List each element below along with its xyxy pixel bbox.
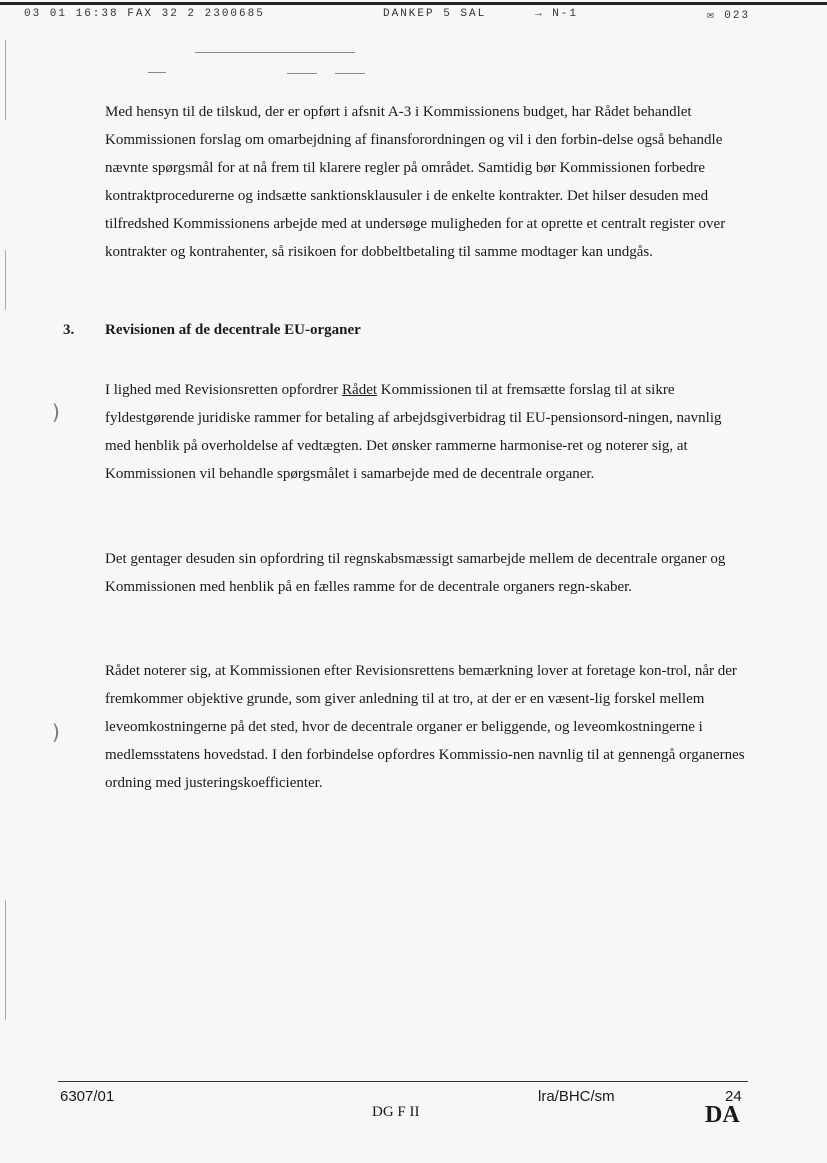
scan-artifact-line [195, 52, 355, 53]
footer-rule [58, 1081, 748, 1082]
author-initials: lra/BHC/sm [538, 1088, 615, 1105]
scan-artifact-line [335, 73, 365, 74]
section-heading [63, 322, 361, 339]
fax-destination: → N-1 [535, 8, 579, 20]
fax-page-code: ✉ 023 [707, 10, 751, 22]
paragraph-2-rest: Kommissionen til at fremsætte forslag til at sikre fyldestgørende juridiske rammer for betaling af arbejdsgiverbidrag til EU-pensionsord-ningen, navnlig med henblik på overholdelse af vedtægten. Det ønsker rammerne harmonise-ret og noterer sig, at Kommissionen vil behandle spørgsmålet i samarbejde med de decentrale organer. [105, 382, 722, 482]
underlined-word: Rådet [342, 382, 378, 398]
paragraph-2 [105, 376, 745, 488]
document-reference: 6307/01 [60, 1088, 115, 1105]
language-code: DA [705, 1102, 740, 1128]
punch-hole-mark: ) [52, 720, 60, 744]
paragraph-3: Det gentager desuden sin opfordring til regnskabsmæssigt samarbejde mellem de decentrale organer og Kommissionen med henblik på en fælles ramme for de decentrale organers regn-skaber. [105, 551, 726, 595]
section-title: Revisionen af de decentrale EU-organer [105, 322, 361, 338]
section-number: 3. [63, 322, 75, 338]
paragraph-4: Rådet noterer sig, at Kommissionen efter Revisionsrettens bemærkning lover at foretage kon-trol, når der fremkommer objektive grunde, som giver anledning til at tro, at der er en væsent-lig forskel mellem leveomkostningerne på det sted, hvor de decentrale organer er beliggende, og leveomkostningerne i medlemsstatens hovedstad. I den forbindelse opfordres Kommissio-nen navnlig til at gennengå organernes ordning med justeringskoefficienter. [105, 663, 745, 791]
scan-artifact-line [148, 72, 166, 73]
page-number: 24 [725, 1088, 742, 1105]
punch-hole-mark: ) [52, 400, 60, 424]
paragraph-1: Med hensyn til de tilskud, der er opført i afsnit A-3 i Kommissionens budget, har Rådet behandlet Kommissionen forslag om omarbejdning af finansforordningen og vil i den forbin-delse også behandle nævnte spørgsmål for at nå frem til klarere regler på området. Samtidig bør Kommissionen forbedre kontraktprocedurerne og indsætte sanktionsklausuler i de enkelte kontrakter. Det hilser desuden med tilfredshed Kommissionens arbejde med at undersøge muligheden for at oprette et centralt register over kontrakter og kontrahenter, så risikoen for dobbeltbetaling til samme modtager kan undgås. [105, 104, 726, 260]
margin-scan-line [5, 250, 6, 310]
margin-scan-line [5, 40, 6, 120]
fax-datetime: 03 01 16:38 FAX 32 2 2300685 [24, 8, 265, 20]
fax-header [0, 8, 827, 28]
directorate-label: DG F II [372, 1104, 420, 1120]
fax-sender: DANKEP 5 SAL [383, 8, 487, 20]
margin-scan-line [5, 900, 6, 1020]
fax-top-rule [0, 2, 827, 5]
scan-artifact-line [287, 73, 317, 74]
paragraph-2-start: I lighed med Revisionsretten opfordrer [105, 382, 343, 398]
